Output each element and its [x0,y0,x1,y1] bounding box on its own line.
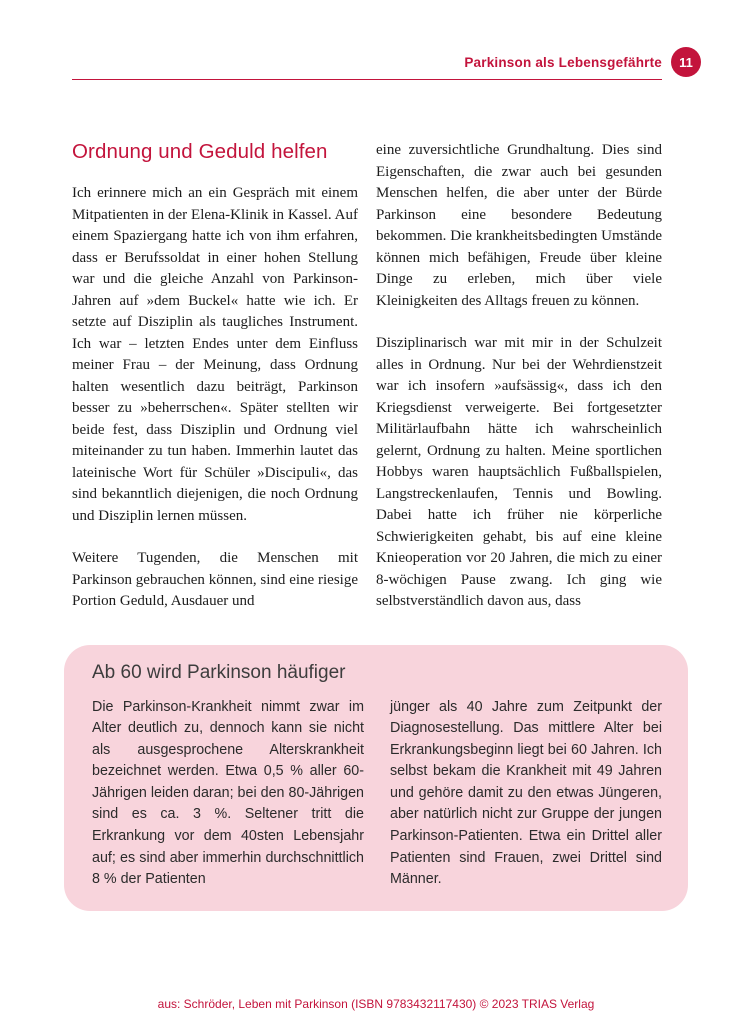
right-column [376,140,662,613]
left-column [72,140,358,613]
article-heading: Ordnung und Geduld helfen [72,140,328,163]
paragraph: Disziplinarisch war mit mir in der Schulzeit alles in Ordnung. Nur bei der Wehrdienstzeit war ich insofern »aufsässig«, dass ich den Kriegsdienst verweigerte. Bei fortgesetzter Militärlaufbahn hätte ich wahrscheinlich gelernt, Ordnung zu halten. Meine sportlichen Hobbys waren hauptsächlich Fußballspielen, Langstreckenlaufen, Tennis und Bowling. Dabei hatte ich früher nie körperliche Schwierigkeiten gehabt, bis auf eine kleine Knieoperation vor 20 Jahren, die mich zu einer 8-wöchigen Pause zwang. Ich ging wie selbstverständlich davon aus, dass [376,335,662,609]
info-box-columns [92,697,662,891]
page-header [72,54,693,80]
credit-line: aus: Schröder, Leben mit Parkinson (ISBN 9783432117430) © 2023 TRIAS Verlag [157,997,595,1011]
paragraph: Ich erinnere mich an ein Gespräch mit einem Mitpatienten in der Elena-Klinik in Kassel. Auf einem Spaziergang hatte ich von ihm erfahren, dass er Berufssoldat in einer hohen Stellung war und die gleiche Anzahl von Parkinson-Jahren auf »dem Buckel« hatte wie ich. Er setzte auf Disziplin als taugliches Instrument. Ich war – letzten Endes unter dem Einfluss meiner Frau – der Meinung, dass Ordnung halten wesentlich dazu beiträgt, Parkinson besser zu »beherrschen«. Später stellten wir beide fest, dass Disziplin und Ordnung viel miteinander zu tun haben. Immerhin lautet das lateinische Wort für Schüler »Discipuli«, das sind bekanntlich diejenigen, die noch Ordnung und Disziplin lernen müssen. [72,185,358,524]
info-box-right-text: jünger als 40 Jahre zum Zeitpunkt der Diagnosestellung. Das mittlere Alter bei Erkrankungsbeginn liegt bei 60 Jahren. Ich selbst bekam die Krankheit mit 49 Jahren und gehöre damit zu den etwas Jüngeren, aber natürlich nicht zur Gruppe der jungen Parkinson-Patienten. Etwa ein Drittel aller Patienten sind Frauen, zwei Drittel sind Männer. [390,698,662,888]
info-box [64,645,688,911]
header-rule [72,54,662,80]
paragraph: Weitere Tugenden, die Menschen mit Parkinson gebrauchen können, sind eine riesige Portion Geduld, Ausdauer und [72,550,358,609]
article-body [72,140,662,613]
info-box-heading: Ab 60 wird Parkinson häufiger [92,661,346,683]
info-box-left-text: Die Parkinson-Krankheit nimmt zwar im Alter deutlich zu, dennoch kann sie nicht als ausgesprochene Alterskrankheit bezeichnet werden. Etwa 0,5 % aller 60-Jährigen leiden daran; bei den 80-Jährigen sind es ca. 3 %. Seltener tritt die Erkrankung vor dem 40sten Lebensjahr auf; es sind aber immerhin durchschnittlich 8 % der Patienten [92,698,364,888]
page-number-badge: 11 [671,47,701,77]
running-title: Parkinson als Lebensgefährte [464,55,662,70]
paragraph: eine zuversichtliche Grundhaltung. Dies sind Eigenschaften, die zwar auch bei gesunden Menschen helfen, die aber unter der Bürde Parkinson eine besondere Bedeutung bekommen. Die krankheitsbedingten Umstände können mich befähigen, Freude über kleine Dinge zu erleben, mich über viele Kleinigkeiten des Alltags freuen zu können. [376,142,662,309]
